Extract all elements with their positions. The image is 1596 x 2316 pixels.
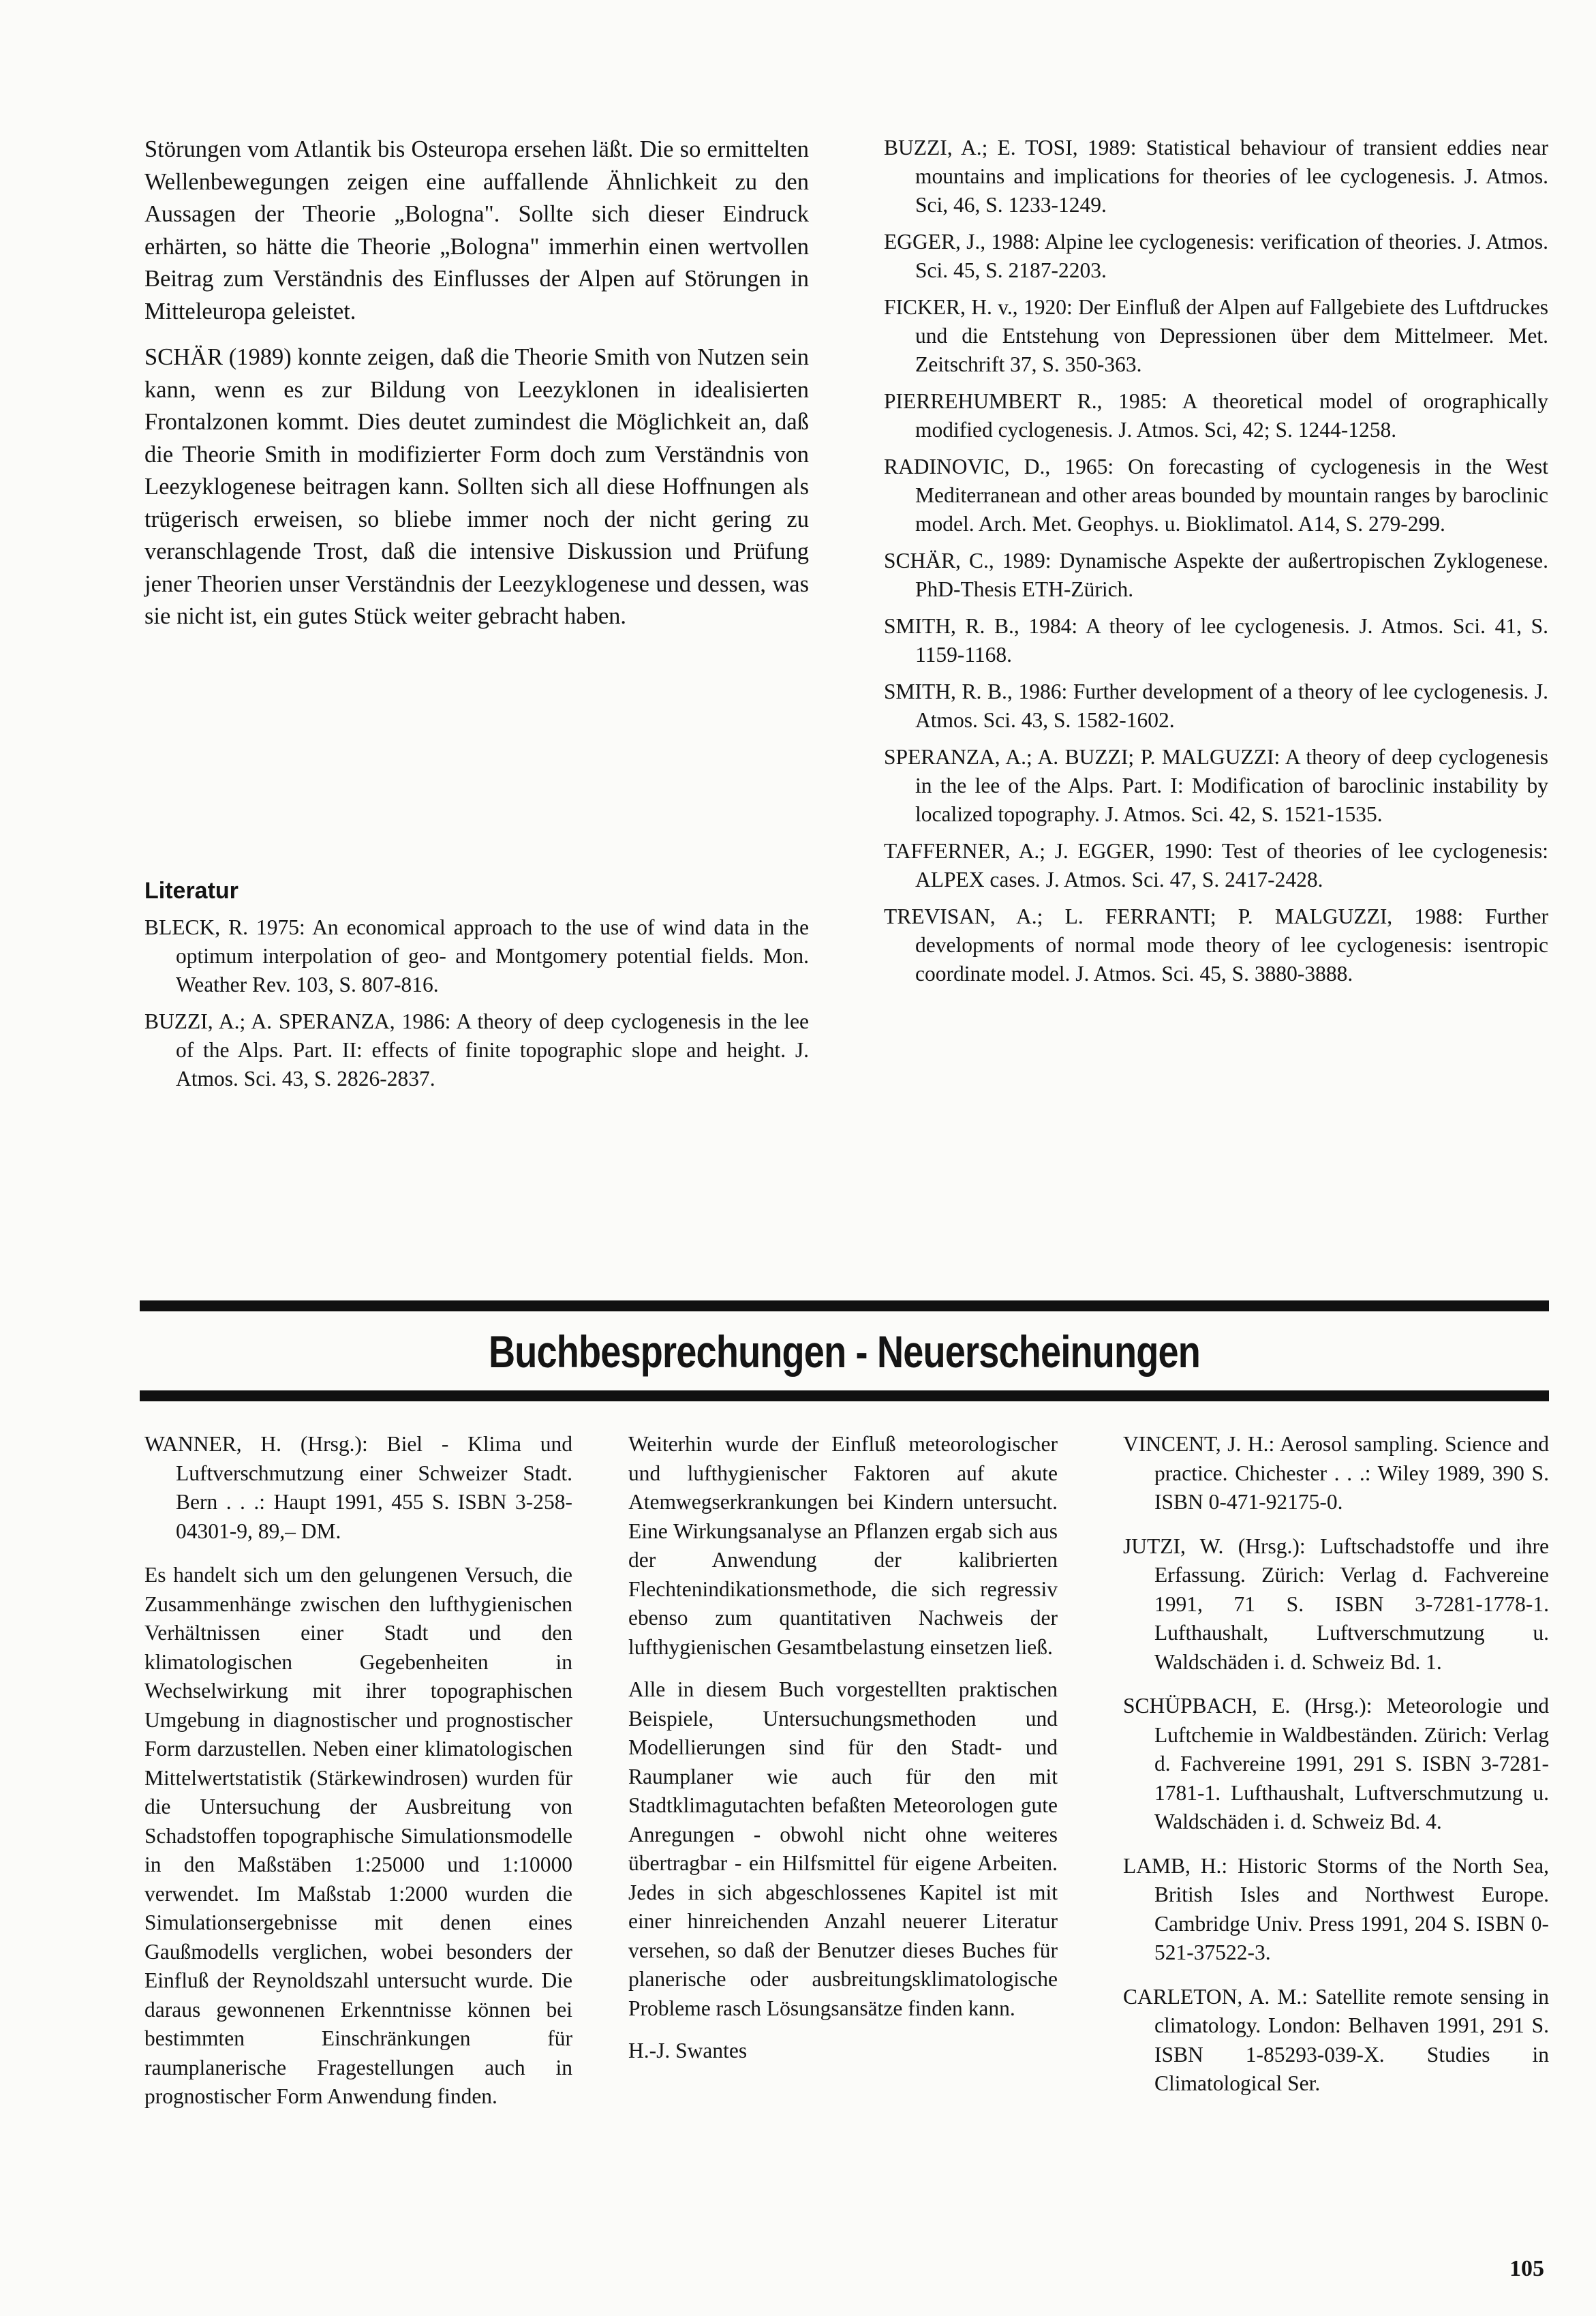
reference-list-left — [144, 913, 809, 1101]
reference-item: SCHÄR, C., 1989: Dynamische Aspekte der außertropischen Zyklogenese. PhD-Thesis ETH-Zürich. — [884, 549, 1548, 601]
new-book-entry: JUTZI, W. (Hrsg.): Luftschadstoffe und ihre Erfassung. Zürich: Verlag d. Fachvereine 1991, 71 S. ISBN 3-7281-1778-1. Lufthaushalt, Luftverschmutzung u. Waldschäden i. d. Schweiz Bd. 1. — [1123, 1534, 1549, 1674]
body-paragraph: Störungen vom Atlantik bis Osteuropa ersehen läßt. Die so ermittelten Wellenbewegungen zeigen eine auffallende Ähnlichkeit zu den Aussagen der Theorie „Bologna". Sollte sich dieser Eindruck erhärten, so hätte die Theorie „Bologna" immerhin einen wertvollen Beitrag zum Verständnis des Einflusses der Alpen auf Störungen in Mitteleuropa geleistet. — [144, 136, 809, 324]
reference-item: RADINOVIC, D., 1965: On forecasting of cyclogenesis in the West Mediterranean and other areas bounded by mountain ranges by baroclinic model. Arch. Met. Geophys. u. Bioklimatol. A14, S. 279-299. — [884, 455, 1548, 536]
section-title: Buchbesprechungen - Neuerscheinungen — [488, 1326, 1201, 1377]
review-signature: H.-J. Swantes — [628, 2039, 748, 2062]
new-books-column — [1123, 1430, 1549, 2114]
section-rule-bottom — [140, 1390, 1549, 1401]
page-number: 105 — [1509, 2256, 1544, 2281]
literature-heading: Literatur — [144, 878, 239, 904]
body-text-column — [144, 134, 809, 647]
review-column-1 — [144, 1430, 572, 2125]
reference-item: PIERREHUMBERT R., 1985: A theoretical model of orographically modified cyclogenesis. J. Atmos. Sci, 42; S. 1244-1258. — [884, 389, 1548, 442]
reference-item: BUZZI, A.; E. TOSI, 1989: Statistical behaviour of transient eddies near mountains and implications for theories of lee cyclogenesis. J. Atmos. Sci, 46, S. 1233-1249. — [884, 136, 1548, 217]
new-book-entry: VINCENT, J. H.: Aerosol sampling. Science and practice. Chichester . . .: Wiley 1989, 390 S. ISBN 0-471-92175-0. — [1123, 1432, 1549, 1514]
review-paragraph: Weiterhin wurde der Einfluß meteorologischer und lufthygienischer Faktoren auf akute Atemwegserkrankungen bei Kindern untersucht. Eine Wirkungsanalyse an Pflanzen ergab sich aus der Anwendung der kalibrierten Flechtenindikationsmethode, die sich regressiv ebenso zum quantitativen Nachweis der lufthygienischen Gesamtbelastung einsetzen ließ. — [628, 1432, 1058, 1659]
reference-item: BUZZI, A.; A. SPERANZA, 1986: A theory of deep cyclogenesis in the lee of the Alps. Part. II: effects of finite topographic slope and height. J. Atmos. Sci. 43, S. 2826-2837. — [144, 1009, 809, 1091]
reference-item: BLECK, R. 1975: An economical approach to the use of wind data in the optimum interpolation of geo- and Montgomery potential fields. Mon. Weather Rev. 103, S. 807-816. — [144, 915, 809, 996]
new-book-entry: CARLETON, A. M.: Satellite remote sensing in climatology. London: Belhaven 1991, 291 S. ISBN 1-85293-039-X. Studies in Climatological Ser. — [1123, 1984, 1549, 2095]
reference-item: TREVISAN, A.; L. FERRANTI; P. MALGUZZI, 1988: Further developments of normal mode theory of lee cyclogenesis: isentropic coordinate model. J. Atmos. Sci. 45, S. 3880-3888. — [884, 904, 1548, 986]
body-paragraph: SCHÄR (1989) konnte zeigen, daß die Theorie Smith von Nutzen sein kann, wenn es zur Bildung von Leezyklonen in idealisierten Frontalzonen kommt. Dies deutet zumindest die Möglichkeit an, daß die Theorie Smith in modifizierter Form doch zum Verständnis von Leezyklogenese beitragen kann. Sollten sich all diese Hoffnungen als trügerisch erweisen, so bliebe immer noch der nicht gering zu veranschlagende Trost, daß die intensive Diskussion und Prüfung jener Theorien unser Verständnis der Leezyklogenese und dessen, was sie nicht ist, ein gutes Stück weiter gebracht haben. — [144, 344, 809, 629]
reference-item: SMITH, R. B., 1984: A theory of lee cyclogenesis. J. Atmos. Sci. 41, S. 1159-1168. — [884, 614, 1548, 667]
review-citation: WANNER, H. (Hrsg.): Biel - Klima und Luftverschmutzung einer Schweizer Stadt. Bern . . .: Haupt 1991, 455 S. ISBN 3-258-04301-9, 89,– DM. — [144, 1432, 572, 1543]
reference-list-right — [884, 134, 1548, 996]
reference-item: SMITH, R. B., 1986: Further development of a theory of lee cyclogenesis. J. Atmos. Sci. 43, S. 1582-1602. — [884, 680, 1548, 732]
reference-item: EGGER, J., 1988: Alpine lee cyclogenesis: verification of theories. J. Atmos. Sci. 45, S. 2187-2203. — [884, 230, 1548, 282]
section-rule-top — [140, 1300, 1549, 1311]
review-paragraph: Es handelt sich um den gelungenen Versuch, die Zusammenhänge zwischen den lufthygienischen Verhältnissen einer Stadt und den klimatologischen Gegebenheiten in Wechselwirkung mit ihrer topographischen Umgebung in diagnostischer und prognostischer Form darzustellen. Neben einer klimatologischen Mittelwertstatistik (Stärkewindrosen) wurden für die Untersuchung der Ausbreitung von Schadstoffen topographische Simulationsmodelle in den Maßstäben 1:25000 und 1:10000 verwendet. Im Maßstab 1:2000 wurden die Simulationsergebnisse mit denen eines Gaußmodells verglichen, wobei besonders der Einfluß der Reynoldszahl untersucht wurde. Die daraus gewonnenen Erkenntnisse können bei bestimmten Einschränkungen für raumplanerische Fragestellungen auch in prognostischer Form Anwendung finden. — [144, 1563, 572, 2108]
reference-item: SPERANZA, A.; A. BUZZI; P. MALGUZZI: A theory of deep cyclogenesis in the lee of the Alps. Part. I: Modification of baroclinic instability by localized topography. J. Atmos. Sci. 42, S. 1521-1535. — [884, 745, 1548, 826]
new-book-entry: SCHÜPBACH, E. (Hrsg.): Meteorologie und Luftchemie in Waldbeständen. Zürich: Verlag d. Fachvereine 1991, 291 S. ISBN 3-7281-1781-1. Lufthaushalt, Luftverschmutzung u. Waldschäden i. d. Schweiz Bd. 4. — [1123, 1694, 1549, 1833]
review-column-2 — [628, 1430, 1058, 2079]
new-book-entry: LAMB, H.: Historic Storms of the North Sea, British Isles and Northwest Europe. Cambridge Univ. Press 1991, 204 S. ISBN 0-521-37522-3. — [1123, 1853, 1549, 1964]
review-paragraph: Alle in diesem Buch vorgestellten praktischen Beispiele, Untersuchungsmethoden und Modellierungen sind für den Stadt- und Raumplaner wie auch für den mit Stadtklimagutachten befaßten Meteorologen gute Anregungen - obwohl nicht ohne weiteres übertragbar - ein Hilfsmittel für eigene Arbeiten. Jedes in sich abgeschlossenes Kapitel ist mit einer hinreichenden Anzahl neuerer Literatur versehen, so daß der Benutzer dieses Buches für planerische oder ausbreitungsklimatologische Probleme rasch Lösungsansätze finden kann. — [628, 1677, 1058, 2020]
reference-item: FICKER, H. v., 1920: Der Einfluß der Alpen auf Fallgebiete des Luftdruckes und die Entstehung von Depressionen über dem Mittelmeer. Met. Zeitschrift 37, S. 350-363. — [884, 295, 1548, 376]
reference-item: TAFFERNER, A.; J. EGGER, 1990: Test of theories of lee cyclogenesis: ALPEX cases. J. Atmos. Sci. 47, S. 2417-2428. — [884, 839, 1548, 892]
